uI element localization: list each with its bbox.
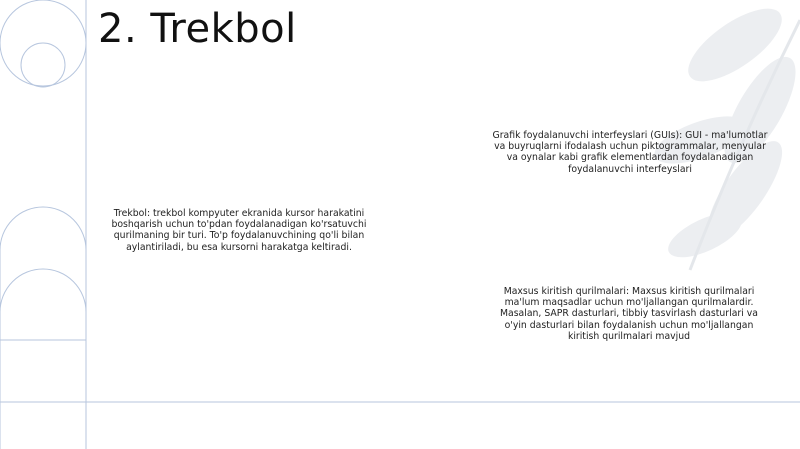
paragraph-special-input: Maxsus kiritish qurilmalari: Maxsus kiritish qurilmalari ma'lum maqsadlar uchun mo'ljallangan qurilmalardir. Masalan, SAPR dasturlari, tibbiy tasvirlash dasturlari va o'yin dasturlari bilan foydalanish uchun mo'ljallangan kiritish qurilmalari mavjud xyxy=(500,286,758,342)
paragraph-trekbol: Trekbol: trekbol kompyuter ekranida kursor harakatini boshqarish uchun to'pdan foydalanadigan ko'rsatuvchi qurilmaning bir turi. To'p foydalanuvchining qo'li bilan aylantiriladi, bu esa kursorni harakatga keltiradi. xyxy=(111,208,367,253)
arch-outline-upper xyxy=(0,207,86,449)
arch-outline-lower xyxy=(0,269,86,312)
slide-title: 2. Trekbol xyxy=(98,6,297,52)
small-circle-outline xyxy=(21,43,65,87)
paragraph-gui: Grafik foydalanuvchi interfeyslari (GUIs): GUI - ma'lumotlar va buyruqlarni ifodalash uchun piktogrammalar, menyular va oynalar kabi grafik elementlardan foydalanadigan foydalanuvchi interfeyslari xyxy=(492,130,768,175)
